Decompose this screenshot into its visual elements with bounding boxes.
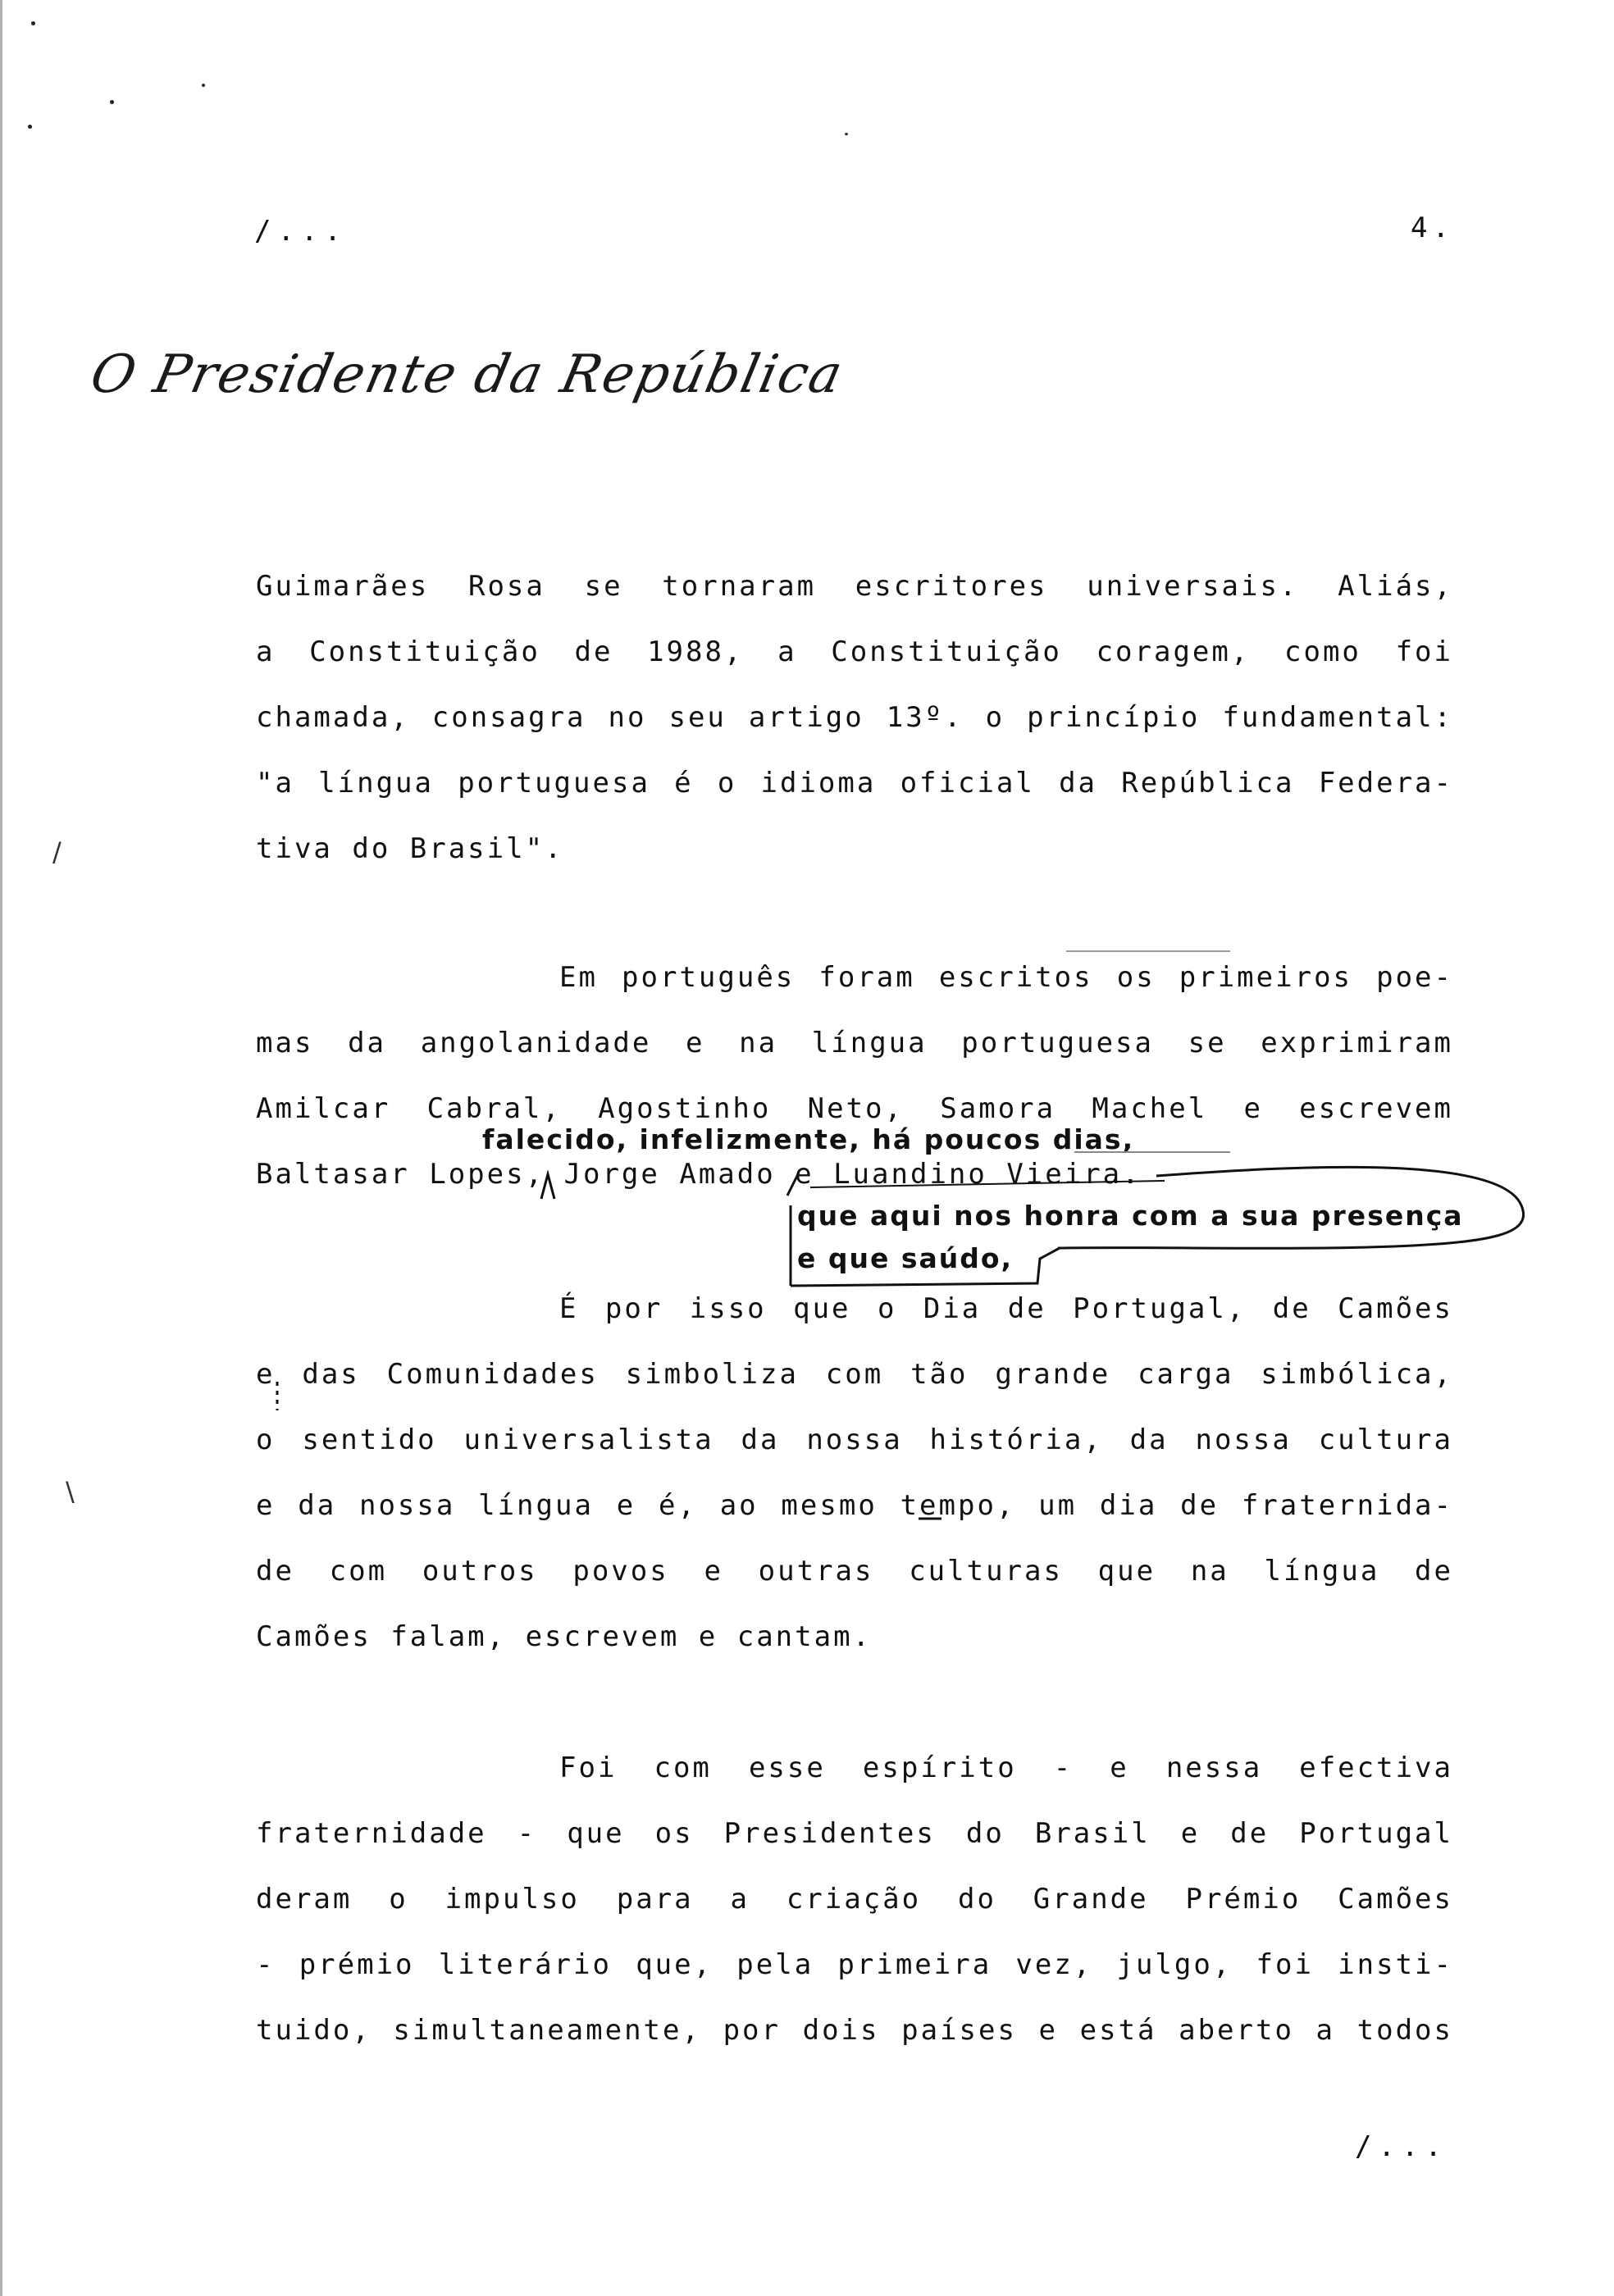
margin-mark: \ <box>66 1476 75 1507</box>
text-line: "a língua portuguesa é o idioma oficial da República Federa- <box>256 767 1453 800</box>
insert-caret <box>541 1174 554 1199</box>
text-line: deram o impulso para a criação do Grande Prémio Camões <box>256 1883 1453 1916</box>
text-line: Em português foram escritos os primeiros poe- <box>559 961 1453 994</box>
handwritten-insertion: falecido, infelizmente, há poucos dias, <box>482 1123 1135 1155</box>
text-line: e das Comunidades simboliza com tão grande carga simbólica, <box>256 1358 1453 1391</box>
text-line: É por isso que o Dia de Portugal, de Camões <box>559 1292 1453 1325</box>
insert-caret <box>787 1173 799 1196</box>
text-line: chamada, consagra no seu artigo 13º. o princípio fundamental: <box>256 701 1453 734</box>
header-continuation-mark: /... <box>254 215 348 248</box>
underline-stroke <box>810 1181 1165 1187</box>
text-line: Baltasar Lopes, Jorge Amado e Luandino Vieira. <box>256 1158 1142 1191</box>
page-number: 4. <box>1411 212 1454 244</box>
text-line: Amilcar Cabral, Agostinho Neto, Samora Machel e escrevem <box>256 1092 1453 1125</box>
text-line: Foi com esse espírito - e nessa efectiva <box>559 1752 1453 1784</box>
handwritten-insertion: e que saúdo, <box>797 1242 1014 1274</box>
text-line: mas da angolanidade e na língua portuguesa se exprimiram <box>256 1027 1453 1059</box>
text-line: fraternidade - que os Presidentes do Brasil e de Portugal <box>256 1817 1453 1850</box>
text-line: o sentido universalista da nossa história, da nossa cultura <box>256 1424 1453 1456</box>
footer-continuation-mark: /... <box>1355 2130 1448 2163</box>
text-line: - prémio literário que, pela primeira vez, julgo, foi insti- <box>256 1948 1453 1981</box>
paragraph-4 <box>256 1735 1453 2063</box>
handwritten-insertion: que aqui nos honra com a sua presença <box>797 1200 1464 1232</box>
text-line: Guimarães Rosa se tornaram escritores universais. Aliás, <box>256 570 1453 603</box>
text-line: de com outros povos e outras culturas que na língua de <box>256 1555 1453 1588</box>
margin-mark: / <box>52 836 62 868</box>
letterhead-signature: O Presidente da República <box>85 344 850 405</box>
text-line: tuido, simultaneamente, por dois países e está aberto a todos <box>256 2014 1453 2047</box>
text-line: Camões falam, escrevem e cantam. <box>256 1620 873 1653</box>
text-line: a Constituição de 1988, a Constituição coragem, como foi <box>256 636 1453 668</box>
text-line: e da nossa língua e é, ao mesmo tempo, um dia de fraternida- <box>256 1489 1453 1522</box>
text-line: tiva do Brasil". <box>256 832 564 865</box>
paragraph-3 <box>256 1276 1453 1670</box>
